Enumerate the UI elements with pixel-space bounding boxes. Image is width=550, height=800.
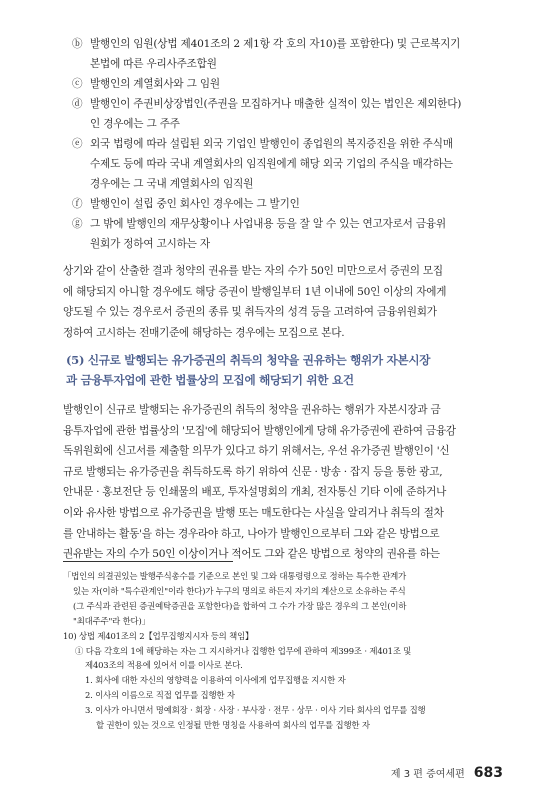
- list-marker: ⓔ: [72, 138, 83, 150]
- footnote-line: 10) 상법 제401조의 2【업무집행지시자 등의 책임】: [63, 630, 254, 641]
- heading-line: 과 금융투자업에 관한 법률상의 모집에 해당되기 위한 요건: [66, 373, 354, 387]
- paragraph-line: 독위원회에 신고서를 제출할 의무가 있다고 하기 위해서는, 우선 유가증권 발행인이 '신: [63, 445, 450, 458]
- list-item: [72, 134, 502, 194]
- list-line: 발행인이 주권비상장법인(주권을 모집하거나 매출한 실적이 있는 법인은 제외한다): [90, 98, 462, 110]
- list-line: 발행인의 계열회사와 그 임원: [90, 78, 220, 90]
- list-item: [72, 214, 502, 254]
- list-item: [72, 74, 502, 94]
- list-line: 본법에 따른 우리사주조합원: [90, 58, 217, 70]
- footnote-line: ① 다음 각호의 1에 해당하는 자는 그 지시하거나 집행한 업무에 관하여 제399조 · 제401조 및: [75, 645, 412, 656]
- paragraph-line: 정하여 고시하는 전매기준에 해당하는 경우에는 모집으로 본다.: [63, 326, 345, 339]
- section-label: 제 3 편 증여세편: [390, 769, 465, 780]
- footnote-line: 3. 이사가 아니면서 명예회장 · 회장 · 사장 · 부사장 · 전무 · 상무 · 이사 기타 회사의 업무를 집행: [85, 705, 426, 716]
- list-marker: ⓓ: [72, 98, 83, 110]
- footnote-line: 제403조의 적용에 있어서 이를 이사로 본다.: [85, 660, 243, 671]
- list-line: 그 밖에 발행인의 재무상황이나 사업내용 등을 잘 알 수 있는 연고자로서 금융위: [90, 218, 446, 230]
- list-marker: ⓕ: [72, 198, 83, 210]
- list-line: 발행인이 설립 중인 회사인 경우에는 그 발기인: [90, 198, 300, 210]
- footnote-line: "최대주주"라 한다)」: [73, 615, 150, 626]
- paragraph-line: 에 해당되지 아니할 경우에도 해당 증권이 발행일부터 1년 이내에 50인 이상의 자에게: [63, 285, 447, 298]
- paragraph-line: 발행인이 신규로 발행되는 유가증권의 취득의 청약을 권유하는 행위가 자본시장과 금: [63, 404, 441, 416]
- paragraph-line: 이와 유사한 방법으로 유가증권을 발행 또는 매도한다는 사실을 알리거나 취득의 절차: [63, 506, 444, 519]
- list-item: [72, 194, 502, 214]
- footnote-line: (그 주식과 관련된 증권예탁증권을 포함한다)을 합하여 그 수가 가장 많은 경우의 그 본인(이하: [73, 600, 407, 611]
- paragraph-line: 권유받는 자의 수가 50인 이상이거나 적어도 그와 같은 방법으로 청약의 권유를 하는: [63, 548, 440, 561]
- body-paragraph: [63, 261, 503, 343]
- paragraph-line: 를 안내하는 활동'을 하는 경우라야 하고, 나아가 발행인으로부터 그와 같은 방법으로: [63, 527, 440, 540]
- footnote-line: 할 권한이 있는 것으로 인정될 만한 명칭을 사용하여 회사의 업무를 집행한 자: [96, 720, 370, 731]
- list-marker: ⓒ: [72, 78, 83, 90]
- criteria-list: [72, 34, 502, 254]
- footnote-divider: [63, 561, 233, 562]
- page-footer: [391, 765, 503, 781]
- footnote-line: 있는 자(이하 "특수관계인"이라 한다)가 누구의 명의로 하든지 자기의 계산으로 소유하는 주식: [73, 585, 406, 596]
- paragraph-line: 상기와 같이 산출한 결과 청약의 권유를 받는 자의 수가 50인 미만으로서 증권의 모집: [63, 265, 443, 277]
- paragraph-line: 규로 발행되는 유가증권을 취득하도록 하기 위하여 신문 · 방송 · 잡지 등을 통한 광고,: [63, 465, 443, 478]
- list-line: 원회가 정하여 고시하는 자: [90, 238, 210, 250]
- list-marker: ⓑ: [72, 38, 83, 50]
- heading-line: (5) 신규로 발행되는 유가증권의 취득의 청약을 권유하는 행위가 자본시장: [66, 353, 431, 367]
- footnote-line: 「법인의 의결권있는 발행주식총수를 기준으로 본인 및 그와 대통령령으로 정하는 특수한 관계가: [63, 571, 407, 581]
- list-item: [72, 34, 502, 74]
- list-marker: ⓖ: [72, 218, 83, 230]
- paragraph-line: 안내문 · 홍보전단 등 인쇄물의 배포, 투자설명회의 개최, 전자통신 기타 이에 준하거나: [63, 486, 447, 499]
- list-line: 경우에는 그 국내 계열회사의 임직원: [90, 178, 254, 190]
- list-line: 발행인의 임원(상법 제401조의 2 제1항 각 호의 자10)를 포함한다) 및 근로복지기: [90, 38, 461, 50]
- footnotes: [63, 569, 508, 733]
- list-item: [72, 94, 502, 134]
- footnote-line: 1. 회사에 대한 자신의 영향력을 이용하여 이사에게 업무집행을 지시한 자: [85, 675, 346, 686]
- list-line: 인 경우에는 그 주주: [90, 118, 180, 130]
- list-line: 수제도 등에 따라 국내 계열회사의 임직원에게 해당 외국 기업의 주식을 매각하는: [90, 158, 453, 170]
- paragraph-line: 융투자업에 관한 법률상의 '모집'에 해당되어 발행인에게 당해 유가증권에 관하여 금융감: [63, 424, 456, 437]
- list-line: 외국 법령에 따라 설립된 외국 기업인 발행인이 종업원의 복지증진을 위한 주식매: [90, 138, 453, 150]
- footnote-line: 2. 이사의 이름으로 직접 업무를 집행한 자: [85, 690, 235, 701]
- paragraph-line: 양도될 수 있는 경우로서 증권의 종류 및 취득자의 성격 등을 고려하여 금융위원회가: [63, 306, 437, 319]
- section-heading: [66, 350, 506, 390]
- page-number: 683: [473, 765, 503, 781]
- body-paragraph: [63, 400, 503, 565]
